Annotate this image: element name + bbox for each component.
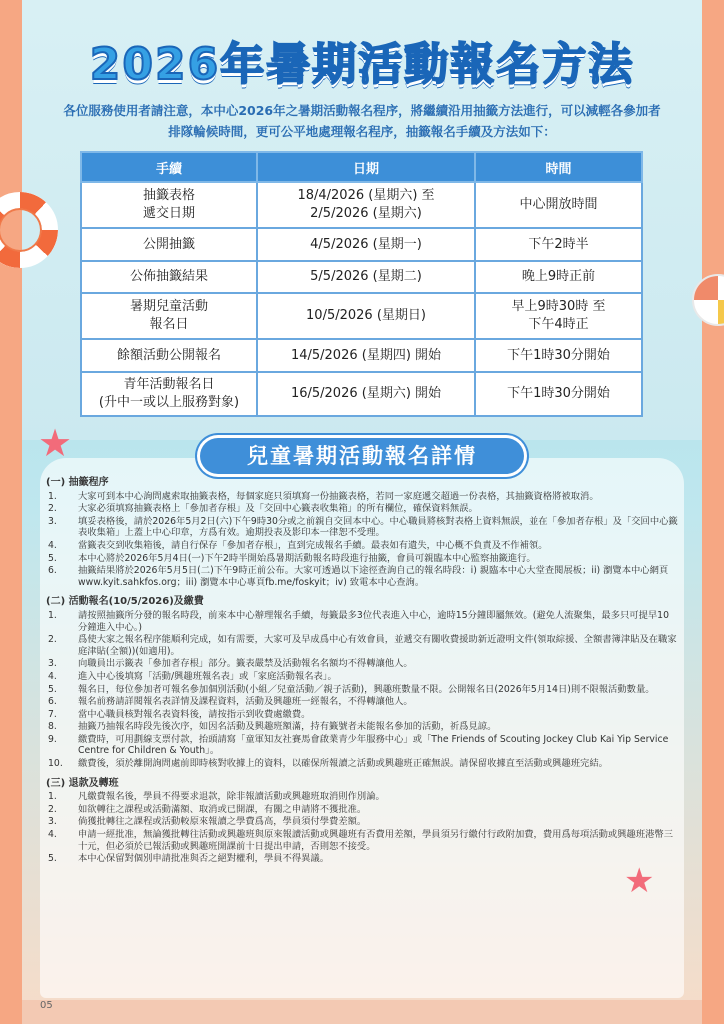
list-text: 抽籤結果將於2026年5月5日(二)下午9時正前公布。大家可透過以下途徑查詢自己的報名時段：i) 親臨本中心大堂查閱展板；ii) 瀏覽本中心網頁www.kyit.sahkfos.org；iii) 瀏覽本中心專頁fb.me/foskyit；iv) 致電本中心查詢。 <box>78 565 669 588</box>
schedule-cell-time: 下午1時30分開始 <box>475 372 642 416</box>
list-text: 大家可到本中心詢問處索取抽籤表格，每個家庭只須填寫一份抽籤表格，若同一家庭遞交超過一份表格，其抽籤資格將被取消。 <box>78 490 599 502</box>
list-item <box>46 853 678 865</box>
list-text: 大家必須填寫抽籤表格上「參加者存根」及「交回中心籤表收集箱」的所有欄位，確保資料無誤。 <box>78 503 478 515</box>
list-item <box>46 553 678 565</box>
list-item <box>46 734 678 757</box>
list-text: 本中心將於2026年5月4日(一)下午2時半開始爲暑期活動報名時段進行抽籤，會員可親臨本中心監察抽籤進行。 <box>78 552 536 564</box>
list-item <box>46 610 678 633</box>
list-number: 7. <box>48 708 57 720</box>
schedule-cell-step: 暑期兒童活動 報名日 <box>81 293 257 339</box>
schedule-cell-date: 18/4/2026 (星期六) 至 2/5/2026 (星期六) <box>257 182 475 228</box>
section-title: (三) 退款及轉班 <box>46 777 119 789</box>
intro-paragraph: 各位服務使用者請注意，本中心2026年之暑期活動報名程序，將繼續沿用抽籤方法進行，可以減輕各參加者排隊輪候時間，更可公平地處理報名程序，抽籤報名手續及方法如下： <box>63 103 661 139</box>
list-number: 2. <box>48 803 57 815</box>
schedule-cell-date: 14/5/2026 (星期四) 開始 <box>257 339 475 372</box>
schedule-cell-date: 16/5/2026 (星期六) 開始 <box>257 372 475 416</box>
list-number: 2. <box>48 503 57 515</box>
list-text: 進入中心後填寫「活動/興趣班報名表」或「家庭活動報名表」。 <box>78 670 337 682</box>
list-text: 申請一經批准，無論獲批轉往活動或興趣班與原來報讀活動或興趣班有否費用差額，學員須另行繳付行政附加費，費用爲每項活動或興趣班港幣三十元，但必須於已報活動或興趣班開課前十日提出申請，否則恕不接受。 <box>78 829 674 852</box>
bottom-wave <box>22 1000 702 1024</box>
schedule-cell-time: 下午1時30分開始 <box>475 339 642 372</box>
list-number: 3. <box>48 515 57 527</box>
schedule-row <box>81 339 642 372</box>
page-title: 2026年暑期活動報名方法 <box>89 39 635 90</box>
schedule-cell-step: 餘額活動公開報名 <box>81 339 257 372</box>
schedule-cell-time: 晚上9時正前 <box>475 261 642 293</box>
details-section <box>46 477 678 588</box>
starfish-icon: ★ <box>38 421 73 465</box>
schedule-row <box>81 293 642 339</box>
schedule-cell-date: 5/5/2026 (星期二) <box>257 261 475 293</box>
list-number: 9. <box>48 733 57 745</box>
list-item <box>46 758 678 770</box>
list-text: 本中心保留對個別申請批准與否之絕對權利，學員不得異議。 <box>78 853 330 865</box>
list-item <box>46 709 678 721</box>
list-item <box>46 684 678 696</box>
list-number: 4. <box>48 539 57 551</box>
list-number: 8. <box>48 721 57 733</box>
list-number: 10. <box>48 758 63 770</box>
list-text: 抽籤乃抽報名時段先後次序，如因名活動及興趣班額滿，持有籤號者未能報名參加的活動，祈爲見諒。 <box>78 721 497 733</box>
details-section <box>46 778 678 865</box>
list-text: 凡繳費報名後，學員不得要求退款，除非報讀活動或興趣班取消則作別論。 <box>78 791 385 803</box>
left-border-stripe <box>0 0 22 1024</box>
list-text: 當籤表交到收集箱後，請自行保存「參加者存根」，直到完成報名手續。最表如有遺失，中心概不負責及不作補領。 <box>78 539 548 551</box>
list-item <box>46 634 678 657</box>
list-number: 4. <box>48 670 57 682</box>
section-list <box>46 610 678 770</box>
column-header: 手續 <box>81 152 257 182</box>
list-number: 5. <box>48 853 57 865</box>
schedule-row <box>81 372 642 416</box>
schedule-row <box>81 228 642 261</box>
list-text: 爲使大家之報名程序能順利完成，如有需要，大家可及早成爲中心有效會員，並遞交有關收費援助新近證明文件(領取綜援、全額書簿津貼及在職家庭津貼(全額))(如適用)。 <box>78 634 677 657</box>
section-list <box>46 491 678 589</box>
list-item <box>46 516 678 539</box>
schedule-cell-step: 抽籤表格 遞交日期 <box>81 182 257 228</box>
schedule-cell-time: 下午2時半 <box>475 228 642 261</box>
list-number: 5. <box>48 552 57 564</box>
list-text: 當中心職員核對報名表資料後，請按指示到收費處繳費。 <box>78 708 311 720</box>
list-text: 如欲轉往之課程或活動滿額、取消或已開課，有關之申請將不獲批准。 <box>78 803 367 815</box>
list-text: 向職員出示籤表「參加者存根」部分。籤表嚴禁及活動報名名額均不得轉讓他人。 <box>78 658 413 670</box>
list-text: 繳費後，須於離開詢問處前即時核對收據上的資料，以確保所報讀之活動或興趣班正確無誤。請保留收據直至活動或興趣班完結。 <box>78 758 608 770</box>
list-text: 繳費時，可用劃線支票付款，抬頭請寫「童軍知友社賽馬會啟業青少年服務中心」或「The Friends of Scouting Jockey Club Kai Yip Service Centre for Children & Youth」。 <box>78 733 669 757</box>
list-number: 5. <box>48 683 57 695</box>
schedule-cell-step: 青年活動報名日 (升中一或以上服務對象) <box>81 372 257 416</box>
schedule-cell-step: 公佈抽籤結果 <box>81 261 257 293</box>
list-item <box>46 491 678 503</box>
right-border-stripe <box>702 0 724 1024</box>
section-banner: 兒童暑期活動報名詳情 <box>200 438 524 474</box>
list-number: 1. <box>48 490 57 502</box>
column-header: 時間 <box>475 152 642 182</box>
list-text: 報名日，每位參加者可報名參加個別活動(小組／兒童活動／親子活動)，興趣班數量不限。公開報名日(2026年5月14日)則不限報活動數量。 <box>78 683 655 695</box>
list-text: 報名前務請詳閱報名表詳情及課程資料，活動及興趣班一經報名，不得轉讓他人。 <box>78 696 413 708</box>
list-number: 4. <box>48 829 57 841</box>
section-title: (一) 抽籤程序 <box>46 477 109 488</box>
list-number: 1. <box>48 791 57 803</box>
schedule-cell-date: 4/5/2026 (星期一) <box>257 228 475 261</box>
column-header: 日期 <box>257 152 475 182</box>
list-number: 6. <box>48 565 57 577</box>
list-item <box>46 721 678 733</box>
starfish-icon: ★ <box>624 861 655 901</box>
list-item <box>46 658 678 670</box>
section-title: (二) 活動報名(10/5/2026)及繳費 <box>46 596 204 608</box>
list-item <box>46 816 678 828</box>
list-text: 倘獲批轉往之課程或活動較原來報讀之學費爲高，學員須付學費差額。 <box>78 816 367 828</box>
section-list <box>46 791 678 865</box>
list-text: 填妥表格後，請於2026年5月2日(六)下午9時30分或之前親自交回本中心。中心職員將核對表格上資料無誤，並在「參加者存根」及「交回中心籤表收集箱」上蓋上中心印章，方爲有效。逾期投表及影印本一律恕不受理。 <box>78 515 678 539</box>
schedule-cell-time: 中心開放時間 <box>475 182 642 228</box>
list-item <box>46 829 678 852</box>
list-item <box>46 791 678 803</box>
list-text: 請按照抽籤所分發的報名時段，前來本中心辦理報名手續，每籤最多3位代表進入中心，逾時15分鐘即屬無效。(避免人流聚集，最多只可提早10分鐘進入中心。) <box>78 609 670 633</box>
schedule-cell-time: 早上9時30時 至 下午4時正 <box>475 293 642 339</box>
schedule-header-row <box>81 152 642 182</box>
list-number: 3. <box>48 658 57 670</box>
list-item <box>46 503 678 515</box>
schedule-row <box>81 261 642 293</box>
list-item <box>46 671 678 683</box>
list-number: 2. <box>48 634 57 646</box>
list-item <box>46 565 678 588</box>
schedule-table <box>80 151 643 417</box>
page-number: 05 <box>40 1000 53 1011</box>
schedule-cell-date: 10/5/2026 (星期日) <box>257 293 475 339</box>
list-item <box>46 696 678 708</box>
list-number: 1. <box>48 609 57 621</box>
list-item <box>46 540 678 552</box>
list-item <box>46 804 678 816</box>
schedule-row <box>81 182 642 228</box>
list-number: 6. <box>48 696 57 708</box>
schedule-cell-step: 公開抽籤 <box>81 228 257 261</box>
registration-details <box>46 474 678 873</box>
details-section <box>46 596 678 769</box>
list-number: 3. <box>48 816 57 828</box>
